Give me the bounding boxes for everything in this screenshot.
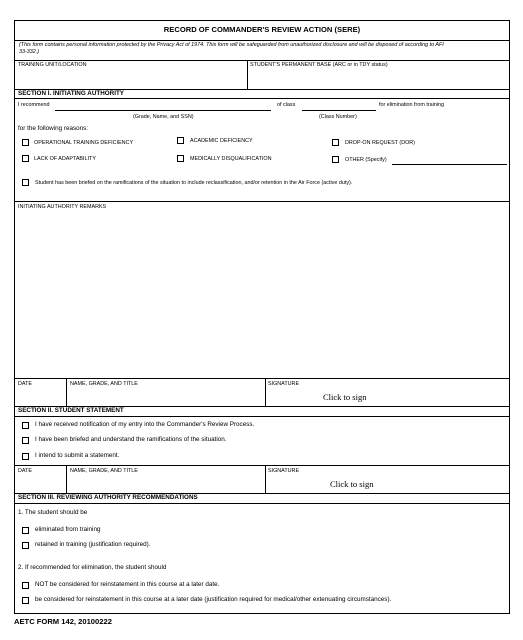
understand-text: I have been briefed and understand the ramifications of the situation. <box>35 436 227 443</box>
section2-title: SECTION II. STUDENT STATEMENT <box>18 407 124 414</box>
eliminated-checkbox[interactable] <box>22 527 29 534</box>
not-considered-text: NOT be considered for reinstatement in this course at a later date. <box>35 581 220 588</box>
eliminated-text: eliminated from training <box>35 526 101 533</box>
considered-checkbox[interactable] <box>22 597 29 604</box>
of-class-label: of class <box>277 102 296 108</box>
statement-checkbox[interactable] <box>22 453 29 460</box>
permanent-base-field[interactable] <box>249 70 507 86</box>
statement-text: I intend to submit a statement. <box>35 452 120 459</box>
form-title: RECORD OF COMMANDER'S REVIEW ACTION (SERE) <box>163 25 361 34</box>
class-number-field[interactable] <box>302 110 376 111</box>
privacy-notice: (This form contains personal information protected by the Privacy Act of 1974. This form will be safeguarded from unauthorized disclosure and will be disposed of according to AFI 33-332.) <box>19 42 444 55</box>
retained-checkbox[interactable] <box>22 542 29 549</box>
notification-text: I have received notification of my entry into the Commander's Review Process. <box>35 421 255 428</box>
section3-title: SECTION III. REVIEWING AUTHORITY RECOMMENDATIONS <box>18 494 198 501</box>
elimination-label: for elimination from training <box>379 102 445 108</box>
review-action-form <box>14 20 510 614</box>
s1-date-label: DATE <box>18 381 32 387</box>
remarks-field[interactable] <box>17 212 507 375</box>
academic-label: ACADEMIC DEFICIENCY <box>190 138 253 144</box>
s1-signature-label: SIGNATURE <box>268 381 300 387</box>
training-unit-field[interactable] <box>17 70 245 86</box>
operational-checkbox[interactable] <box>22 139 29 146</box>
other-specify-field[interactable] <box>392 164 507 165</box>
considered-text: be considered for reinstatement in this course at a later date (justification required for medical/other extenuating circumstances). <box>35 596 392 603</box>
q2-text: 2. If recommended for elimination, the student should <box>18 564 167 571</box>
other-label: OTHER (Specify) <box>345 157 387 163</box>
remarks-label: INITIATING AUTHORITY REMARKS <box>18 204 107 210</box>
recommend-label: I recommend <box>18 102 50 108</box>
grade-name-ssn-caption: (Grade, Name, and SSN) <box>133 114 194 120</box>
s1-name-label: NAME, GRADE, AND TITLE <box>70 381 138 387</box>
academic-checkbox[interactable] <box>177 137 184 144</box>
section1-title: SECTION I. INITIATING AUTHORITY <box>18 90 124 97</box>
dor-label: DROP-ON REQUEST (DOR) <box>345 140 415 146</box>
adaptability-checkbox[interactable] <box>22 155 29 162</box>
other-checkbox[interactable] <box>332 156 339 163</box>
student-name-field[interactable] <box>55 110 271 111</box>
form-footer: AETC FORM 142, 20100222 <box>14 617 112 626</box>
s1-click-to-sign[interactable]: Click to sign <box>323 392 367 402</box>
training-unit-label: TRAINING UNIT/LOCATION <box>18 62 87 68</box>
q1-text: 1. The student should be <box>18 509 88 516</box>
dor-checkbox[interactable] <box>332 139 339 146</box>
not-considered-checkbox[interactable] <box>22 582 29 589</box>
retained-text: retained in training (justification required). <box>35 541 151 548</box>
s2-date-label: DATE <box>18 468 32 474</box>
notification-checkbox[interactable] <box>22 422 29 429</box>
s2-click-to-sign[interactable]: Click to sign <box>330 479 374 489</box>
briefed-text: Student has been briefed on the ramifications of the situation to include reclassification, and/or retention in the Air Force (active duty). <box>35 180 353 186</box>
adaptability-label: LACK OF ADAPTABILITY <box>34 156 96 162</box>
permanent-base-label: STUDENT'S PERMANENT BASE (ARC or in TDY status) <box>250 62 388 68</box>
s2-signature-label: SIGNATURE <box>268 468 300 474</box>
medical-label: MEDICALLY DISQUALIFICATION <box>190 156 272 162</box>
operational-label: OPERATIONAL TRAINING DEFICIENCY <box>34 140 134 146</box>
reasons-label: for the following reasons: <box>18 125 89 132</box>
understand-checkbox[interactable] <box>22 437 29 444</box>
s2-name-label: NAME, GRADE, AND TITLE <box>70 468 138 474</box>
class-number-caption: (Class Number) <box>319 114 357 120</box>
medical-checkbox[interactable] <box>177 155 184 162</box>
briefed-checkbox[interactable] <box>22 179 29 186</box>
